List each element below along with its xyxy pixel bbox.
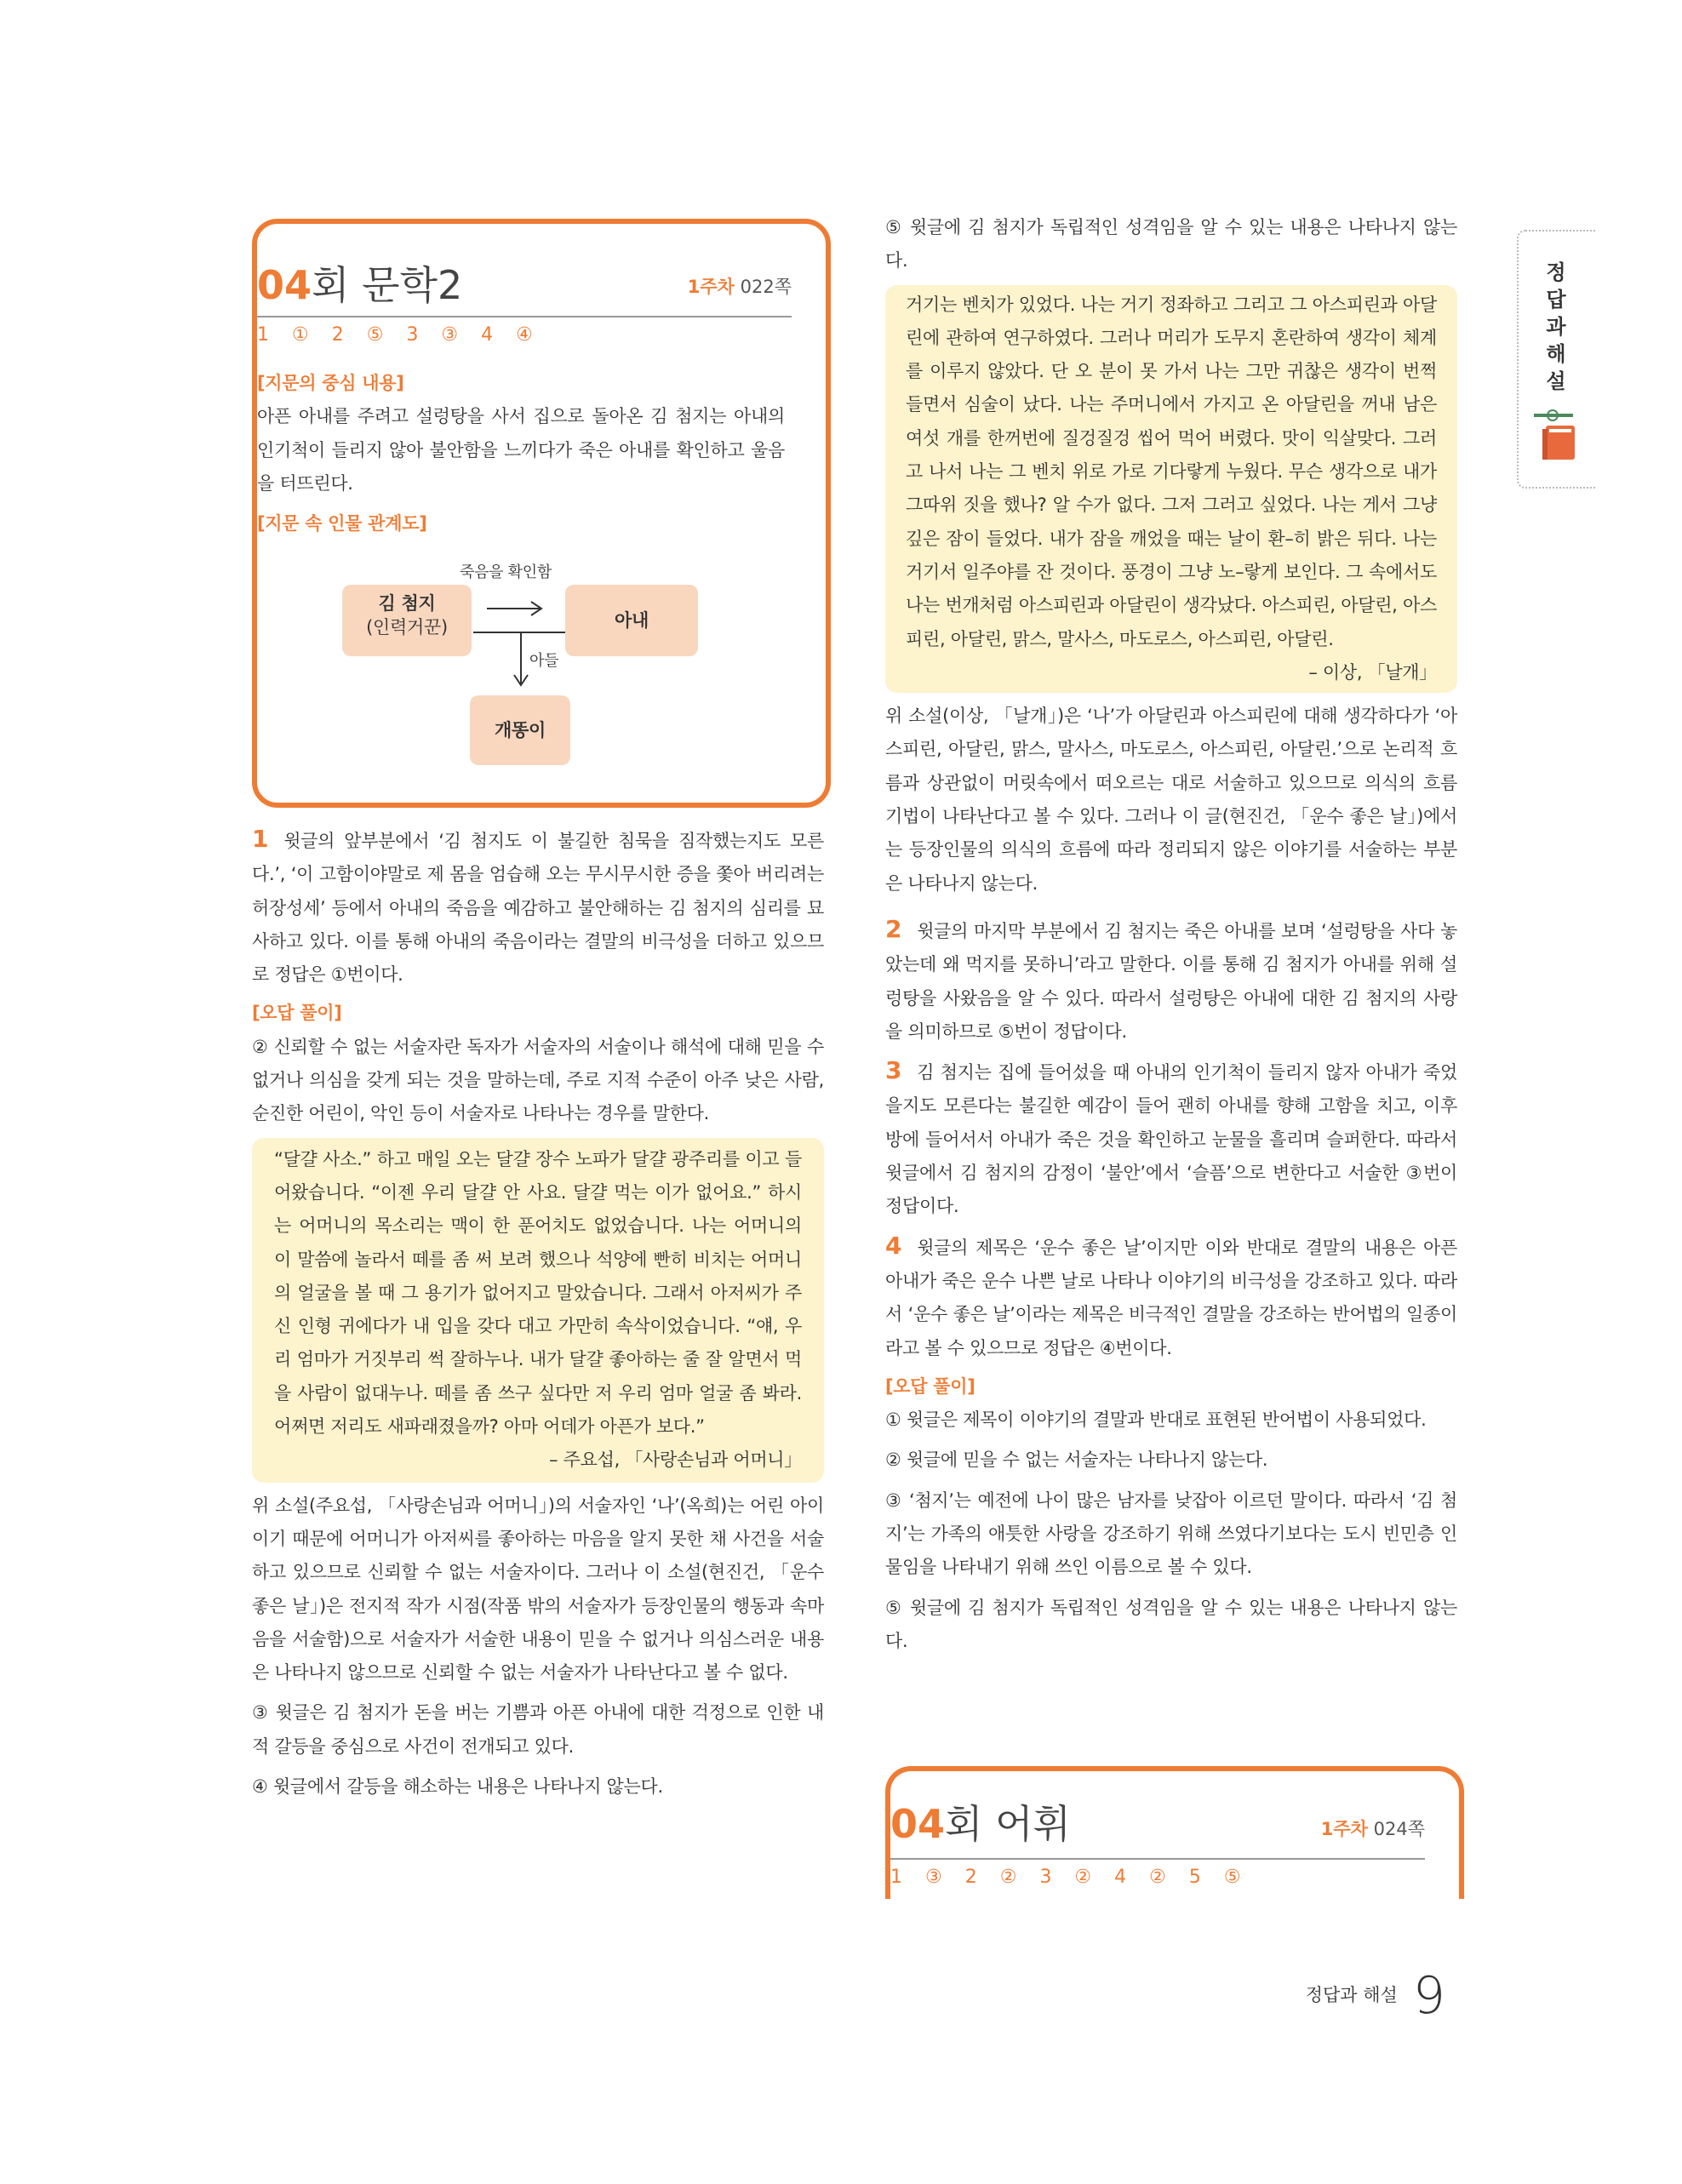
answer-item: 2 ⑤ [331, 324, 384, 346]
side-tab [1517, 230, 1595, 489]
left-column [252, 822, 824, 1804]
answer-item: 3 ③ [406, 324, 459, 346]
answer-box-literature [252, 219, 831, 808]
answer-item: 4 ④ [481, 324, 533, 346]
relation-diagram [257, 546, 785, 767]
center-text: 아픈 아내를 주려고 설렁탕을 사서 집으로 돌아온 김 첨지는 아내의 인기척이 들리지 않아 불안함을 느끼다가 죽은 아내를 확인하고 울음을 터뜨린다. [257, 406, 785, 494]
page-footer [1306, 1966, 1445, 2026]
quote-text: 거기는 벤치가 있었다. 나는 거기 정좌하고 그리고 그 아스피린과 아달린에 관하여 연구하였다. 그러나 머리가 도무지 혼란하여 생각이 체계를 이루지 않았다. 단 오 분이 못 가서 나는 그만 귀찮은 생각이 번쩍 들면서 심술이 났다. 나는 주머니에서 가지고 온 아달린을 꺼내 남은 여섯 개를 한꺼번에 질겅질겅 씹어 먹어 버렸다. 맛이 익살맞다. 그러고 나서 나는 그 벤치 위로 가로 기다랗게 누웠다. 무슨 생각으로 내가 그따위 짓을 했나? 알 수가 없다. 그저 그러고 싶었다. 나는 게서 그냥 깊은 잠이 들었다. 내가 잠을 깨었을 때는 날이 환–히 밝은 뒤다. 나는 거기서 일주야를 잔 것이다. 풍경이 그냥 노–랗게 보인다. 그 속에서도 나는 번개처럼 아스피린과 아달린이 생각났다. 아스피린, 아달린, 아스피린, 아달린, 맑스, 말사스, 마도로스, 아스피린, 아달린. [906, 294, 1437, 649]
answer-box-vocabulary [885, 1766, 1464, 1899]
week-ref: 1주차 022쪽 [687, 277, 792, 297]
answer-item: 1 ③ [890, 1867, 942, 1888]
q1-explanation: 1 윗글의 앞부분에서 ‘김 첨지도 이 불길한 침묵을 짐작했는지도 모른다.’, ‘이 고함이야말로 제 몸을 엄습해 오는 무시무시한 증을 쫓아 버리려는 허장성세’ 등에서 아내의 죽음을 예감하고 불안해하는 김 첨지의 심리를 묘사하고 있다. 이를 통해 아내의 죽음이라는 결말의 비극성을 더하고 있으므로 정답은 ①번이다. [252, 825, 824, 986]
node-son: 개똥이 [470, 695, 570, 765]
right-column [885, 211, 1457, 1658]
answer-item: 5 ⑤ [1188, 1867, 1241, 1888]
wrong-2: ② 윗글에 믿을 수 없는 서술자는 나타나지 않는다. [885, 1449, 1268, 1471]
box-title: 04회 문학2 [257, 262, 463, 308]
wrong-5: ⑤ 윗글에 김 첨지가 독립적인 성격임을 알 수 있는 내용은 나타나지 않는다. [885, 217, 1457, 272]
wrong-label: [오답 풀이] [252, 1003, 342, 1024]
wrong-1: ① 윗글은 제목이 이야기의 결말과 반대로 표현된 반어법이 사용되었다. [885, 1409, 1427, 1431]
box-content [257, 367, 785, 767]
quote-box [885, 285, 1457, 694]
after-quote: 위 소설(이상, 「날개」)은 ‘나’가 아달린과 아스피린에 대해 생각하다가 ‘아스피린, 아달린, 맑스, 말사스, 마도로스, 아스피린, 아달린.’으로 논리적 흐름과 상관없이 머릿속에서 떠오르는 대로 서술하고 있으므로 의식의 흐름 기법이 나타난다고 볼 수 있다. 그러나 이 글(현진건, 「운수 좋은 날」)에서는 등장인물의 의식의 흐름에 따라 정리되지 않은 이야기를 서술하는 부분은 나타나지 않는다. [885, 706, 1457, 894]
wrong-label: [오답 풀이] [885, 1375, 975, 1397]
quote-source: – 이상, 「날개」 [1308, 661, 1437, 683]
answer-item: 3 ② [1039, 1867, 1092, 1888]
wrong-3: ③ ‘첨지’는 예전에 나이 많은 남자를 낮잡아 이르던 말이다. 따라서 ‘김 첨지’는 가족의 애틋한 사랑을 강조하기 위해 쓰였다기보다는 도시 빈민층 인물임을 나타내기 위해 쓰인 이름으로 볼 수 있다. [885, 1489, 1457, 1578]
answer-key [890, 1858, 1425, 1888]
wrong-4: ④ 윗글에서 갈등을 해소하는 내용은 나타나지 않는다. [252, 1776, 663, 1798]
diagram-arrows [257, 546, 785, 767]
arrow-label: 죽음을 확인함 [460, 563, 552, 582]
book-pencil-icon [1527, 409, 1587, 463]
wrong-5: ⑤ 윗글에 김 첨지가 독립적인 성격임을 알 수 있는 내용은 나타나지 않는다. [885, 1597, 1457, 1651]
wrong-2: ② 신뢰할 수 없는 서술자란 독자가 서술자의 서술이나 해석에 대해 믿을 수 없거나 의심을 갖게 되는 것을 말하는데, 주로 지적 수준이 아주 낮은 사람, 순진한 어린이, 악인 등이 서술자로 나타나는 경우를 말한다. [252, 1036, 824, 1124]
section-label: [지문의 중심 내용] [257, 373, 404, 393]
q4-explanation: 4 윗글의 제목은 ‘운수 좋은 날’이지만 이와 반대로 결말의 내용은 아픈 아내가 죽은 운수 나쁜 날로 나타나 이야기의 비극성을 강조하고 있다. 따라서 ‘운수 좋은 날’이라는 제목은 비극적인 결말을 강조하는 반어법의 일종이라고 볼 수 있으므로 정답은 ④번이다. [885, 1231, 1457, 1358]
section-label: [지문 속 인물 관계도] [257, 513, 427, 535]
node-kim: 김 첨지 (인력거꾼) [342, 585, 472, 656]
page-number: 9 [1412, 1966, 1445, 2026]
quote-text: “달걀 사소.” 하고 매일 오는 달걀 장수 노파가 달걀 광주리를 이고 들어왔습니다. “이젠 우리 달걀 안 사요. 달걀 먹는 이가 없어요.” 하시는 어머니의 목소리는 맥이 한 푼어치도 없었습니다. 나는 어머니의 이 말씀에 놀라서 떼를 좀 써 보려 했으나 석양에 빤히 비치는 어머니의 얼굴을 볼 때 그 용기가 없어지고 말았습니다. 그래서 아저씨가 주신 인형 귀에다가 내 입을 갖다 대고 가만히 속삭이었습니다. “얘, 우리 엄마가 거짓부리 썩 잘하누나. 내가 달걀 좋아하는 줄 잘 알면서 먹을 사람이 없대누나. 떼를 좀 쓰구 싶다만 저 우리 엄마 얼굴 좀 봐라. 어쩌면 저리도 새파래졌을까? 아마 어데가 아픈가 보다.” [274, 1148, 802, 1438]
week-ref: 1주차 024쪽 [1320, 1819, 1425, 1839]
footer-label: 정답과 해설 [1305, 1985, 1398, 2005]
answer-key [257, 316, 792, 346]
quote-box [252, 1138, 824, 1483]
side-tab-label: 정답과 해설 [1546, 260, 1566, 393]
after-quote: 위 소설(주요섭, 「사랑손님과 어머니」)의 서술자인 ‘나’(옥희)는 어린 아이이기 때문에 어머니가 아저씨를 좋아하는 마음을 알지 못한 채 사건을 서술하고 있으므로 신뢰할 수 없는 서술자이다. 그러나 이 소설(현진건, 「운수 좋은 날」)은 전지적 작가 시점(작품 밖의 서술자가 등장인물의 행동과 속마음을 서술함)으로 서술자가 서술한 내용이 믿을 수 없거나 의심스러운 내용은 나타나지 않으므로 신뢰할 수 없는 서술자가 나타난다고 볼 수 없다. [252, 1495, 824, 1684]
child-label: 아들 [529, 652, 559, 671]
quote-source: – 주요섭, 「사랑손님과 어머니」 [549, 1449, 802, 1471]
answer-item: 1 ① [257, 324, 309, 346]
node-wife: 아내 [565, 585, 698, 656]
wrong-3: ③ 윗글은 김 첨지가 돈을 버는 기쁨과 아픈 아내에 대한 걱정으로 인한 내적 갈등을 중심으로 사건이 전개되고 있다. [252, 1702, 824, 1757]
box-title: 04회 어휘 [890, 1801, 1071, 1847]
q2-explanation: 2 윗글의 마지막 부분에서 김 첨지는 죽은 아내를 보며 ‘설렁탕을 사다 놓았는데 왜 먹지를 못하니’라고 말한다. 이를 통해 김 첨지가 아내를 위해 설렁탕을 사왔음을 알 수 있다. 따라서 설렁탕은 아내에 대한 김 첨지의 사랑을 의미하므로 ⑤번이 정답이다. [885, 914, 1457, 1042]
answer-item: 2 ② [964, 1867, 1017, 1888]
answer-item: 4 ② [1114, 1867, 1166, 1888]
q3-explanation: 3 김 첨지는 집에 들어섰을 때 아내의 인기척이 들리지 않자 아내가 죽었을지도 모른다는 불길한 예감이 들어 괜히 아내를 향해 고함을 치고, 이후 방에 들어서서 아내가 죽은 것을 확인하고 눈물을 흘리며 슬퍼한다. 따라서 윗글에서 김 첨지의 감정이 ‘불안’에서 ‘슬픔’으로 변한다고 서술한 ③번이 정답이다. [885, 1056, 1457, 1217]
